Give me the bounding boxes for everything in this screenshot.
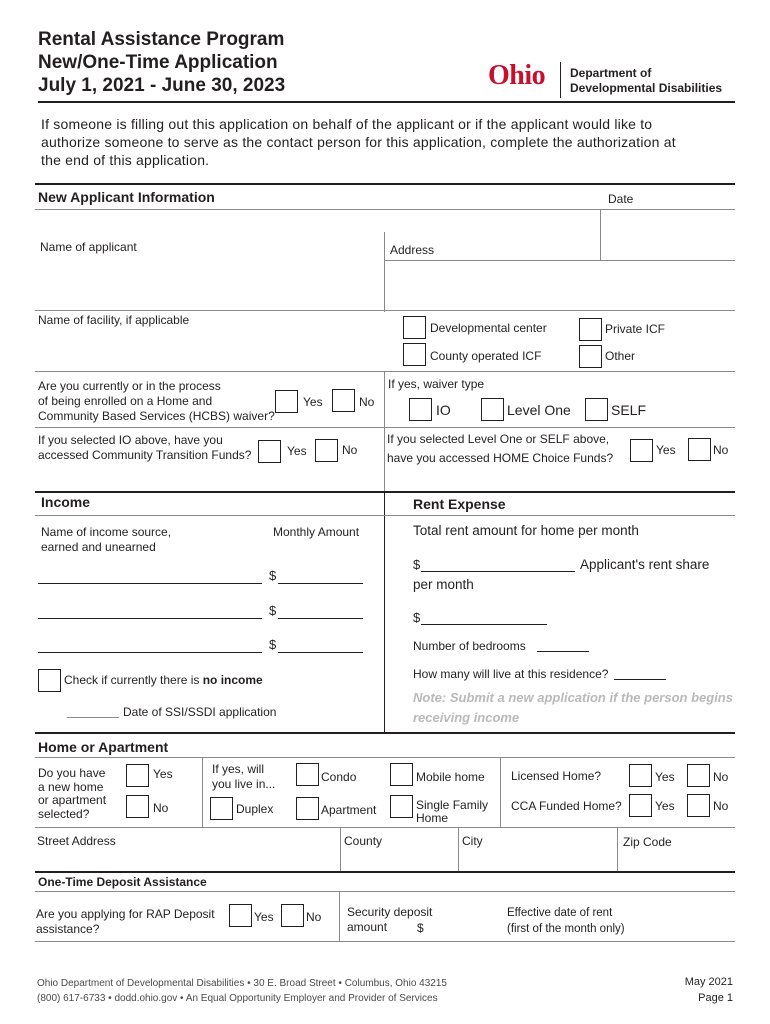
deposit-q-line-2: assistance?	[36, 922, 100, 936]
home-choice-no-label: No	[713, 443, 729, 457]
hcbs-line-1: Are you currently or in the process	[38, 379, 221, 393]
duplex-checkbox[interactable]	[210, 797, 233, 820]
ctf-yes-checkbox[interactable]	[258, 440, 281, 463]
cca-no-label: No	[713, 799, 729, 813]
income-source-2-field[interactable]	[38, 618, 262, 619]
street-address-label: Street Address	[37, 834, 116, 848]
single-family-checkbox[interactable]	[390, 795, 413, 818]
zip-code-label: Zip Code	[623, 835, 672, 849]
single-family-line-2: Home	[416, 810, 449, 825]
home-apartment-heading: Home or Apartment	[38, 739, 169, 755]
divider	[35, 941, 735, 942]
home-choice-line-2: have you accessed HOME Choice Funds?	[387, 451, 614, 465]
income-amount-1-field[interactable]	[278, 583, 363, 584]
effective-date-line-1: Effective date of rent	[507, 907, 613, 919]
divider	[600, 209, 601, 261]
dollar-sign: $	[417, 921, 424, 935]
hcbs-yes-checkbox[interactable]	[275, 390, 298, 413]
no-income-label	[64, 673, 263, 687]
divider	[35, 310, 735, 311]
city-label: City	[462, 834, 483, 848]
ohio-logo-text: Ohio	[488, 60, 546, 91]
home-choice-line-1: If you selected Level One or SELF above,	[387, 432, 610, 446]
section-rule	[35, 491, 735, 493]
hcbs-no-label: No	[359, 395, 375, 409]
county-icf-checkbox[interactable]	[403, 343, 426, 366]
department-name	[570, 66, 722, 96]
deposit-yes-label: Yes	[254, 910, 274, 924]
ctf-line-1: If you selected IO above, have you	[38, 433, 223, 447]
residents-field[interactable]	[614, 679, 666, 680]
intro-line-3: the end of this application.	[41, 152, 210, 168]
security-deposit-line-2: amount	[347, 920, 388, 934]
other-facility-label: Other	[605, 349, 636, 363]
monthly-amount-label: Monthly Amount	[273, 525, 360, 539]
intro-line-1: If someone is filling out this application on behalf of the applicant or if the applicant would like to	[41, 116, 653, 132]
ctf-question	[38, 433, 251, 463]
effective-date-label	[507, 906, 625, 937]
deposit-q-line-1: Are you applying for RAP Deposit	[36, 907, 215, 921]
waiver-level-one-label: Level One	[507, 402, 571, 418]
waiver-type-label: If yes, waiver type	[388, 377, 485, 391]
developmental-center-checkbox[interactable]	[403, 316, 426, 339]
security-deposit-line-1: Security deposit	[347, 905, 433, 919]
waiver-self-checkbox[interactable]	[585, 398, 608, 421]
footer-address	[37, 976, 447, 1006]
form-title	[38, 28, 285, 97]
new-home-question	[38, 767, 106, 821]
income-source-label	[41, 525, 171, 555]
title-line-2: New/One-Time Application	[38, 52, 278, 73]
licensed-yes-label: Yes	[655, 770, 675, 784]
ssi-date-field[interactable]	[67, 717, 119, 718]
income-source-1-field[interactable]	[38, 583, 262, 584]
intro-text	[41, 115, 676, 169]
county-label: County	[344, 834, 383, 848]
divider	[384, 260, 735, 261]
home-choice-yes-checkbox[interactable]	[630, 439, 653, 462]
new-home-no-label: No	[153, 801, 169, 815]
deposit-heading: One-Time Deposit Assistance	[38, 875, 207, 889]
divider	[384, 371, 385, 491]
logo-divider	[560, 62, 561, 98]
mobile-home-label: Mobile home	[416, 770, 485, 784]
home-choice-no-checkbox[interactable]	[688, 438, 711, 461]
divider	[617, 827, 618, 871]
divider	[458, 827, 459, 871]
income-amount-3-field[interactable]	[278, 652, 363, 653]
hcbs-yes-label: Yes	[303, 395, 323, 409]
rent-share-label-2: per month	[413, 577, 474, 592]
income-source-3-field[interactable]	[38, 652, 262, 653]
effective-date-line-2: (first of the month only)	[507, 922, 625, 935]
other-facility-checkbox[interactable]	[579, 345, 602, 368]
licensed-no-label: No	[713, 770, 729, 784]
new-home-no-checkbox[interactable]	[126, 795, 149, 818]
waiver-level-one-checkbox[interactable]	[481, 398, 504, 421]
waiver-self-label: SELF	[611, 402, 647, 418]
live-in-line-2: you live in...	[212, 777, 276, 791]
footer-line-1: Ohio Department of Developmental Disabilities • 30 E. Broad Street • Columbus, Ohio 43215	[37, 978, 447, 989]
hcbs-line-2: of being enrolled on a Home and	[38, 394, 213, 408]
rent-expense-heading: Rent Expense	[413, 496, 506, 512]
condo-label: Condo	[321, 770, 357, 784]
dollar-sign: $	[413, 557, 421, 572]
new-home-yes-label: Yes	[153, 767, 173, 781]
private-icf-checkbox[interactable]	[579, 318, 602, 341]
condo-checkbox[interactable]	[296, 763, 319, 786]
mobile-home-checkbox[interactable]	[390, 763, 413, 786]
no-income-bold: no income	[202, 673, 263, 687]
waiver-io-label: IO	[436, 402, 451, 418]
divider	[384, 232, 385, 312]
facility-label: Name of facility, if applicable	[38, 313, 190, 327]
dollar-sign: $	[269, 568, 277, 583]
deposit-no-checkbox[interactable]	[281, 904, 304, 927]
cca-funded-label: CCA Funded Home?	[511, 799, 622, 813]
section-rule	[35, 871, 735, 873]
rent-note	[413, 688, 733, 728]
footer-date: May 2021	[684, 976, 733, 988]
cca-no-checkbox[interactable]	[687, 794, 710, 817]
dollar-sign: $	[413, 610, 421, 625]
waiver-io-checkbox[interactable]	[409, 398, 432, 421]
title-line-1: Rental Assistance Program	[38, 29, 285, 50]
header-rule	[38, 101, 735, 103]
bedrooms-field[interactable]	[537, 651, 589, 652]
ctf-yes-label: Yes	[287, 444, 307, 458]
new-home-line-3: or apartment	[38, 793, 107, 807]
ssi-date-label: Date of SSI/SSDI application	[123, 705, 277, 719]
live-in-question	[212, 762, 275, 792]
cca-yes-label: Yes	[655, 799, 675, 813]
income-source-line-1: Name of income source,	[41, 525, 172, 539]
section-rule	[35, 732, 735, 734]
new-applicant-heading: New Applicant Information	[38, 189, 215, 205]
apartment-checkbox[interactable]	[296, 797, 319, 820]
single-family-line-1: Single Family	[416, 798, 489, 812]
address-label: Address	[390, 243, 435, 257]
name-of-applicant-label: Name of applicant	[40, 240, 137, 254]
licensed-yes-checkbox[interactable]	[629, 764, 652, 787]
no-income-prefix: Check if currently there is	[64, 673, 203, 687]
divider	[35, 427, 735, 428]
title-line-3: July 1, 2021 - June 30, 2023	[38, 75, 286, 96]
ctf-no-label: No	[342, 443, 358, 457]
date-label: Date	[608, 192, 634, 206]
cca-yes-checkbox[interactable]	[629, 794, 652, 817]
deposit-question	[36, 907, 215, 937]
column-divider	[384, 491, 385, 732]
hcbs-no-checkbox[interactable]	[332, 389, 355, 412]
new-home-line-4: selected?	[38, 806, 90, 821]
divider	[339, 891, 340, 941]
divider	[35, 371, 735, 372]
section-rule	[35, 183, 735, 185]
deposit-no-label: No	[306, 910, 322, 924]
divider	[202, 757, 203, 827]
divider	[35, 515, 735, 516]
licensed-no-checkbox[interactable]	[687, 764, 710, 787]
new-home-line-1: Do you have	[38, 766, 106, 780]
ctf-no-checkbox[interactable]	[315, 439, 338, 462]
developmental-center-label: Developmental center	[430, 321, 547, 335]
dept-line-2: Developmental Disabilities	[570, 81, 723, 95]
duplex-label: Duplex	[236, 802, 274, 816]
dept-line-1: Department of	[570, 66, 652, 80]
dollar-sign: $	[269, 637, 277, 652]
residents-label: How many will live at this residence?	[413, 667, 609, 681]
income-amount-2-field[interactable]	[278, 618, 363, 619]
divider	[35, 891, 735, 892]
home-choice-yes-label: Yes	[656, 443, 676, 457]
apartment-label: Apartment	[321, 803, 377, 817]
divider	[35, 209, 735, 210]
single-family-label	[416, 799, 488, 824]
new-home-line-2: a new home	[38, 779, 104, 794]
footer-page-info	[685, 974, 733, 1006]
divider	[35, 827, 735, 828]
ohio-logo	[488, 60, 545, 92]
hcbs-line-3: Community Based Services (HCBS) waiver?	[38, 409, 275, 423]
income-heading: Income	[41, 494, 91, 510]
new-home-yes-checkbox[interactable]	[126, 764, 149, 787]
deposit-yes-checkbox[interactable]	[229, 904, 252, 927]
licensed-home-label: Licensed Home?	[511, 769, 602, 783]
footer-line-2: (800) 617-6733 • dodd.ohio.gov • An Equal Opportunity Employer and Provider of Services	[37, 993, 438, 1004]
dollar-sign: $	[269, 603, 277, 618]
live-in-line-1: If yes, will	[212, 762, 265, 776]
ctf-line-2: accessed Community Transition Funds?	[38, 448, 252, 462]
rent-share-field[interactable]	[421, 624, 547, 625]
total-rent-field[interactable]	[421, 571, 575, 572]
county-icf-label: County operated ICF	[430, 349, 542, 363]
page-number: Page 1	[698, 992, 733, 1004]
divider	[340, 827, 341, 871]
divider	[35, 757, 735, 758]
bedrooms-label: Number of bedrooms	[413, 639, 526, 653]
private-icf-label: Private ICF	[605, 322, 666, 336]
income-source-line-2: earned and unearned	[41, 540, 156, 554]
divider	[500, 757, 501, 827]
rent-share-label: Applicant's rent share	[580, 557, 710, 572]
note-line-1: Note: Submit a new application if the person begins	[413, 690, 733, 705]
note-line-2: receiving income	[413, 710, 520, 725]
home-choice-question	[387, 430, 613, 468]
intro-line-2: authorize someone to serve as the contact person for this application, complete the authorization at	[41, 134, 676, 150]
total-rent-label: Total rent amount for home per month	[413, 523, 639, 538]
no-income-checkbox[interactable]	[38, 669, 61, 692]
hcbs-question	[38, 379, 275, 424]
